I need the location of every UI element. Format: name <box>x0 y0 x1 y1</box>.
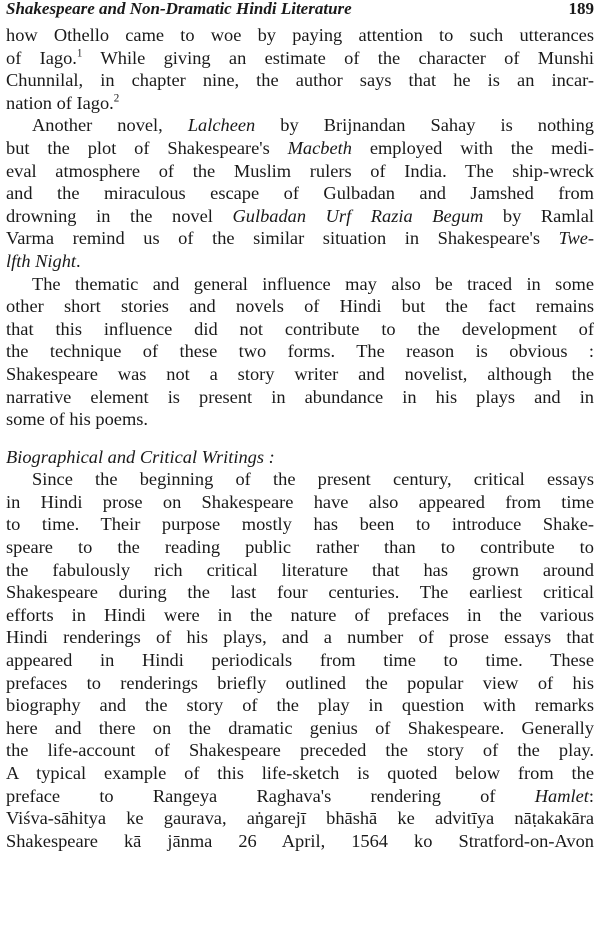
text-line: The thematic and general influence may also be traced in some <box>32 273 594 294</box>
text-line: but the plot of Shakespeare's Macbeth employed with the medi- <box>6 137 594 158</box>
section-heading: Biographical and Critical Writings : <box>6 446 275 467</box>
paragraph-thematic-influence <box>6 273 594 431</box>
text-line: Shakespeare was not a story writer and novelist, although the <box>6 363 594 384</box>
text-line: how Othello came to woe by paying attention to such utterances <box>6 25 594 45</box>
text-line: Chunnilal, in chapter nine, the author says that he is an incar- <box>6 70 594 91</box>
text-line: the life-account of Shakespeare preceded the story of the play. <box>6 740 594 761</box>
quoted-life-sketch <box>6 807 594 852</box>
paragraph-lalcheen <box>6 114 594 272</box>
text-line: Shakespeare kā jānma 26 April, 1564 ko Stratford-on-Avon <box>6 830 594 851</box>
page-number: 189 <box>568 0 594 18</box>
text-line: some of his poems. <box>6 409 149 430</box>
footnote-ref: 2 <box>113 92 120 105</box>
text-line: in Hindi prose on Shakespeare have also appeared from time <box>6 491 594 512</box>
text-line: A typical example of this life-sketch is quoted below from the <box>6 763 594 783</box>
text-line: Another novel, Lalcheen by Brijnandan Sahay is nothing <box>32 115 594 136</box>
text-line: drowning in the novel Gulbadan Urf Razia Begum by Ramlal <box>6 205 595 226</box>
text-line: Hindi renderings of his plays, and a number of prose essays that <box>6 627 594 648</box>
paragraph-critical-essays <box>6 468 594 807</box>
text-line: appeared in Hindi periodicals from time to time. These <box>6 650 594 671</box>
text-line: preface to Rangeya Raghava's rendering of Hamlet: <box>6 785 594 806</box>
running-title: Shakespeare and Non-Dramatic Hindi Literature <box>6 0 352 18</box>
text-line: prefaces to renderings briefly outlined the popular view of his <box>6 672 594 693</box>
text-line: Shakespeare during the last four centuries. The earliest critical <box>6 582 594 603</box>
text-line: biography and the story of the play in question with remarks <box>6 695 594 716</box>
text-line: the fabulously rich critical literature that has grown around <box>6 559 594 580</box>
text-line: to time. Their purpose mostly has been to introduce Shake- <box>6 514 594 535</box>
text-line: of Iago.$^1$ While giving an estimate of the character of Munshi <box>6 46 595 68</box>
paragraph-othello-continuation <box>6 24 594 114</box>
text-line: the technique of these two forms. The reason is obvious : <box>6 341 594 362</box>
footnote-ref: 1 <box>76 46 83 59</box>
text-line: that this influence did not contribute to the development of <box>6 318 594 339</box>
text-line: Varma remind us of the similar situation in Shakespeare's Twe- <box>6 228 594 249</box>
running-header <box>6 0 594 24</box>
text-line: speare to the reading public rather than to contribute to <box>6 537 594 558</box>
text-line: Since the beginning of the present century, critical essays <box>32 469 594 490</box>
text-line: nation of Iago.$^2$ <box>6 92 120 113</box>
text-line: Viśva-sāhitya ke gaurava, aṅgarejī bhāshā ke advitīya nāṭakakāra <box>6 808 594 829</box>
text-line: and the miraculous escape of Gulbadan and Jamshed from <box>6 183 594 204</box>
text-line: lfth Night. <box>6 250 81 271</box>
text-line: narrative element is present in abundance in his plays and in <box>6 386 594 407</box>
text-line: here and there on the dramatic genius of Shakespeare. Generally <box>6 717 594 738</box>
text-line: other short stories and novels of Hindi but the fact remains <box>6 296 594 317</box>
text-line: efforts in Hindi were in the nature of prefaces in the various <box>6 604 594 625</box>
text-line: eval atmosphere of the Muslim rulers of India. The ship-wreck <box>6 160 594 181</box>
section-gap <box>6 431 594 446</box>
